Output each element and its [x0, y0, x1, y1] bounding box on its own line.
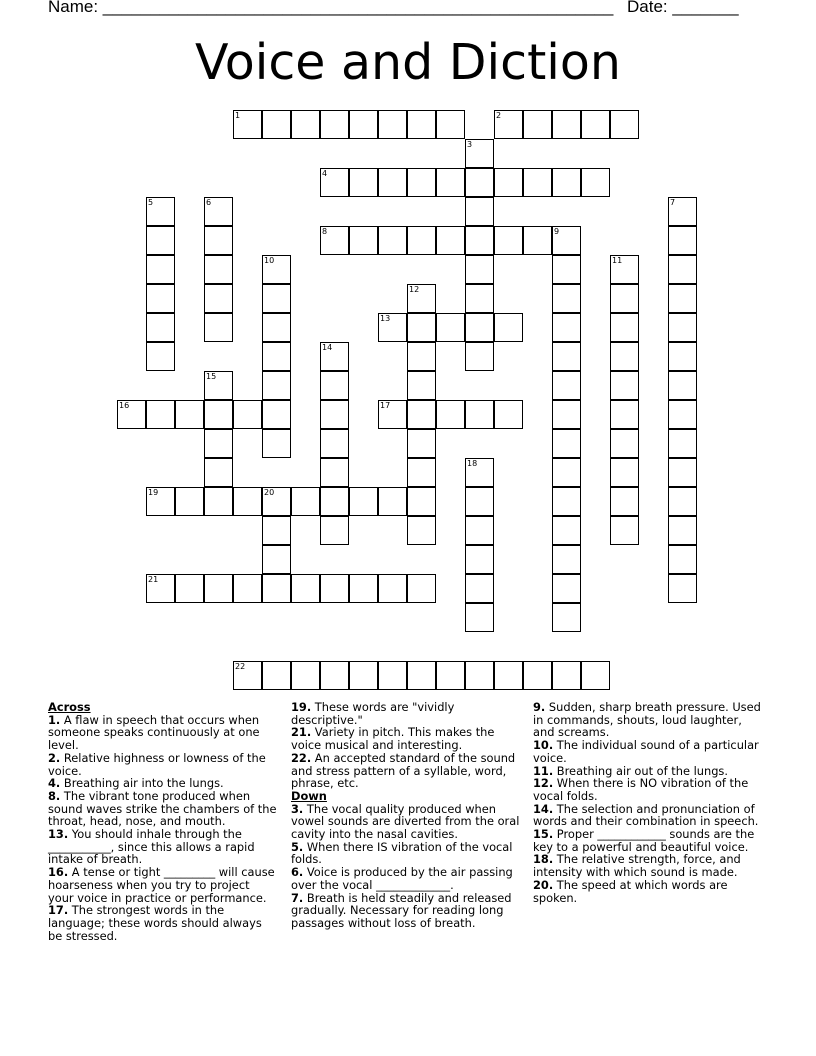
grid-cell[interactable]	[349, 110, 378, 139]
grid-cell[interactable]	[291, 487, 320, 516]
grid-cell[interactable]	[146, 284, 175, 313]
clue-number: 16.	[48, 865, 69, 880]
clue-number: 3.	[291, 801, 304, 816]
clue-number-label: 17	[380, 401, 391, 410]
grid-cell[interactable]	[320, 226, 349, 255]
grid-cell[interactable]	[552, 400, 581, 429]
grid-cell[interactable]	[668, 545, 697, 574]
grid-cell[interactable]	[262, 284, 291, 313]
grid-cell[interactable]	[233, 400, 262, 429]
grid-cell[interactable]	[552, 110, 581, 139]
grid-cell[interactable]	[349, 168, 378, 197]
clue-number-label: 3	[467, 140, 473, 149]
grid-cell[interactable]	[378, 400, 407, 429]
clues-column-2	[291, 701, 521, 930]
grid-cell[interactable]	[610, 284, 639, 313]
grid-cell[interactable]	[465, 458, 494, 487]
grid-cell[interactable]	[465, 342, 494, 371]
clue-number-label: 6	[206, 198, 212, 207]
clue-number: 1.	[48, 712, 61, 727]
clue-number: 12.	[533, 776, 554, 791]
grid-cell[interactable]	[436, 110, 465, 139]
grid-cell[interactable]	[204, 313, 233, 342]
grid-cell[interactable]	[320, 400, 349, 429]
grid-cell[interactable]	[668, 458, 697, 487]
grid-cell[interactable]	[204, 226, 233, 255]
clue-text: The individual sound of a particular voice.	[533, 738, 759, 765]
grid-cell[interactable]	[552, 574, 581, 603]
clue-text: The vocal quality produced when vowel sounds are diverted from the oral cavity into the nasal cavities.	[291, 801, 520, 842]
grid-cell[interactable]	[204, 458, 233, 487]
grid-cell[interactable]	[320, 661, 349, 690]
grid-cell[interactable]	[262, 110, 291, 139]
clue-number: 8.	[48, 788, 61, 803]
grid-cell[interactable]	[436, 400, 465, 429]
clue-item	[533, 853, 763, 878]
clue-number-label: 14	[322, 343, 333, 352]
grid-cell[interactable]	[233, 574, 262, 603]
grid-cell[interactable]	[262, 313, 291, 342]
grid-cell[interactable]	[407, 110, 436, 139]
clue-text: Variety in pitch. This makes the voice musical and interesting.	[291, 725, 495, 753]
clue-number: 20.	[533, 877, 554, 892]
grid-cell[interactable]	[407, 661, 436, 690]
clue-number-label: 18	[467, 459, 478, 468]
grid-cell[interactable]	[407, 342, 436, 371]
grid-cell[interactable]	[552, 226, 581, 255]
clue-item	[533, 803, 763, 828]
clue-number: 13.	[48, 827, 69, 842]
grid-cell[interactable]	[233, 661, 262, 690]
grid-cell[interactable]	[494, 168, 523, 197]
grid-cell[interactable]	[552, 284, 581, 313]
clue-item	[533, 739, 763, 764]
clue-number: 15.	[533, 827, 554, 842]
clue-number: 11.	[533, 763, 554, 778]
clue-number: 9.	[533, 700, 546, 714]
grid-cell[interactable]	[465, 545, 494, 574]
grid-cell[interactable]	[233, 487, 262, 516]
grid-cell[interactable]	[610, 313, 639, 342]
grid-cell[interactable]	[668, 400, 697, 429]
grid-cell[interactable]	[610, 342, 639, 371]
grid-cell[interactable]	[262, 255, 291, 284]
grid-cell[interactable]	[378, 574, 407, 603]
grid-cell[interactable]	[668, 313, 697, 342]
grid-cell[interactable]	[349, 487, 378, 516]
grid-cell[interactable]	[436, 313, 465, 342]
clue-number-label: 9	[554, 227, 560, 236]
clue-number-label: 7	[670, 198, 676, 207]
grid-cell[interactable]	[668, 371, 697, 400]
clue-item	[48, 752, 278, 777]
grid-cell[interactable]	[552, 661, 581, 690]
clue-text: These words are "vividly descriptive."	[291, 700, 455, 727]
grid-cell[interactable]	[610, 458, 639, 487]
clue-number-label: 10	[264, 256, 275, 265]
clue-text: You should inhale through the ___________, since this allows a rapid intake of breath.	[48, 827, 255, 867]
grid-cell[interactable]	[610, 110, 639, 139]
grid-cell[interactable]	[436, 226, 465, 255]
grid-cell[interactable]	[175, 487, 204, 516]
grid-cell[interactable]	[320, 371, 349, 400]
clue-number-label: 20	[264, 488, 275, 497]
grid-cell[interactable]	[262, 661, 291, 690]
clue-number: 10.	[533, 738, 554, 753]
grid-cell[interactable]	[610, 516, 639, 545]
grid-cell[interactable]	[494, 226, 523, 255]
grid-cell[interactable]	[146, 226, 175, 255]
clue-number-label: 22	[235, 662, 246, 671]
clue-text: Sudden, sharp breath pressure. Used in commands, shouts, loud laughter, and screams.	[533, 700, 761, 740]
clue-text: The strongest words in the language; these words should always be stressed.	[48, 903, 262, 943]
grid-cell[interactable]	[262, 371, 291, 400]
clue-item	[48, 904, 278, 942]
grid-cell[interactable]	[465, 226, 494, 255]
grid-cell[interactable]	[407, 284, 436, 313]
grid-cell[interactable]	[146, 574, 175, 603]
clue-text: When there IS vibration of the vocal folds.	[291, 839, 513, 867]
clue-text: The vibrant tone produced when sound waves strike the chambers of the throat, head, nose, and mouth.	[48, 788, 277, 829]
grid-cell[interactable]	[436, 661, 465, 690]
clue-text: A flaw in speech that occurs when someone speaks continuously at one level.	[48, 712, 260, 753]
clue-number: 7.	[291, 890, 304, 905]
grid-cell[interactable]	[668, 197, 697, 226]
grid-cell[interactable]	[494, 400, 523, 429]
grid-cell[interactable]	[523, 110, 552, 139]
grid-cell[interactable]	[204, 197, 233, 226]
grid-cell[interactable]	[407, 371, 436, 400]
grid-cell[interactable]	[668, 574, 697, 603]
grid-cell[interactable]	[465, 255, 494, 284]
clue-number-label: 2	[496, 111, 502, 120]
clue-number: 19.	[291, 700, 312, 714]
grid-cell[interactable]	[291, 661, 320, 690]
grid-cell[interactable]	[146, 197, 175, 226]
clue-number-label: 8	[322, 227, 328, 236]
grid-cell[interactable]	[204, 255, 233, 284]
grid-cell[interactable]	[465, 516, 494, 545]
grid-cell[interactable]	[407, 400, 436, 429]
grid-cell[interactable]	[407, 516, 436, 545]
grid-cell[interactable]	[668, 516, 697, 545]
clue-number-label: 16	[119, 401, 130, 410]
grid-cell[interactable]	[407, 226, 436, 255]
grid-cell[interactable]	[204, 429, 233, 458]
clue-item	[291, 841, 521, 866]
grid-cell[interactable]	[668, 487, 697, 516]
grid-cell[interactable]	[465, 139, 494, 168]
grid-cell[interactable]	[146, 342, 175, 371]
grid-cell[interactable]	[204, 487, 233, 516]
clue-number: 21.	[291, 725, 312, 740]
grid-cell[interactable]	[320, 574, 349, 603]
grid-cell[interactable]	[378, 110, 407, 139]
clue-item	[291, 803, 521, 841]
clue-item	[48, 714, 278, 752]
clue-item	[291, 752, 521, 790]
grid-cell[interactable]	[407, 429, 436, 458]
grid-cell[interactable]	[262, 574, 291, 603]
clue-text: An accepted standard of the sound and stress pattern of a syllable, word, phrase, etc.	[291, 750, 516, 791]
grid-cell[interactable]	[175, 400, 204, 429]
grid-cell[interactable]	[552, 342, 581, 371]
clue-number: 18.	[533, 852, 554, 867]
grid-cell[interactable]	[465, 400, 494, 429]
clue-item	[48, 866, 278, 904]
section-heading: Across	[48, 700, 91, 714]
grid-cell[interactable]	[552, 603, 581, 632]
grid-cell[interactable]	[175, 574, 204, 603]
grid-cell[interactable]	[233, 110, 262, 139]
grid-cell[interactable]	[320, 458, 349, 487]
grid-cell[interactable]	[465, 661, 494, 690]
grid-cell[interactable]	[552, 516, 581, 545]
grid-cell[interactable]	[552, 313, 581, 342]
grid-cell[interactable]	[552, 429, 581, 458]
grid-cell[interactable]	[552, 545, 581, 574]
grid-cell[interactable]	[349, 661, 378, 690]
grid-cell[interactable]	[465, 313, 494, 342]
grid-cell[interactable]	[668, 284, 697, 313]
grid-cell[interactable]	[668, 342, 697, 371]
clue-number: 22.	[291, 750, 312, 765]
grid-cell[interactable]	[407, 574, 436, 603]
clue-number-label: 21	[148, 575, 159, 584]
grid-cell[interactable]	[407, 487, 436, 516]
clue-number-label: 4	[322, 169, 328, 178]
grid-cell[interactable]	[320, 342, 349, 371]
grid-cell[interactable]	[668, 429, 697, 458]
date-field-line: Date: _______	[627, 0, 739, 16]
clue-number-label: 1	[235, 111, 241, 120]
grid-cell[interactable]	[378, 661, 407, 690]
grid-cell[interactable]	[552, 458, 581, 487]
clue-text: When there is NO vibration of the vocal folds.	[533, 776, 749, 803]
grid-cell[interactable]	[465, 197, 494, 226]
grid-cell[interactable]	[262, 400, 291, 429]
clues-column-1	[48, 701, 278, 942]
grid-cell[interactable]	[262, 429, 291, 458]
clue-number: 4.	[48, 776, 61, 791]
grid-cell[interactable]	[262, 545, 291, 574]
clue-number-label: 19	[148, 488, 159, 497]
clue-item	[291, 726, 521, 751]
clue-item	[533, 828, 763, 853]
grid-cell[interactable]	[117, 400, 146, 429]
grid-cell[interactable]	[465, 574, 494, 603]
grid-cell[interactable]	[262, 342, 291, 371]
grid-cell[interactable]	[552, 255, 581, 284]
grid-cell[interactable]	[610, 255, 639, 284]
grid-cell[interactable]	[668, 255, 697, 284]
grid-cell[interactable]	[204, 371, 233, 400]
grid-cell[interactable]	[378, 313, 407, 342]
clue-item	[291, 892, 521, 930]
grid-cell[interactable]	[552, 168, 581, 197]
clue-number-label: 5	[148, 198, 154, 207]
grid-cell[interactable]	[610, 371, 639, 400]
clue-item	[291, 701, 521, 726]
grid-cell[interactable]	[523, 226, 552, 255]
clue-number: 5.	[291, 839, 304, 854]
clue-text: Breathing air out of the lungs.	[553, 763, 728, 778]
grid-cell[interactable]	[436, 168, 465, 197]
clues-column-3	[533, 701, 763, 904]
clue-text: Voice is produced by the air passing over the vocal _____________.	[291, 865, 513, 892]
grid-cell[interactable]	[146, 487, 175, 516]
grid-cell[interactable]	[494, 313, 523, 342]
grid-cell[interactable]	[610, 400, 639, 429]
name-field-line: Name: ______________________________________________________	[48, 0, 614, 16]
grid-cell[interactable]	[378, 168, 407, 197]
clue-item	[291, 866, 521, 891]
grid-cell[interactable]	[465, 284, 494, 313]
clue-number-label: 15	[206, 372, 217, 381]
clue-number: 17.	[48, 903, 69, 918]
grid-cell[interactable]	[523, 661, 552, 690]
grid-cell[interactable]	[465, 168, 494, 197]
grid-cell[interactable]	[320, 516, 349, 545]
grid-cell[interactable]	[349, 574, 378, 603]
clue-number-label: 12	[409, 285, 420, 294]
clue-text: Relative highness or lowness of the voice.	[48, 750, 266, 778]
grid-cell[interactable]	[291, 110, 320, 139]
section-heading: Down	[291, 788, 327, 803]
clue-number: 14.	[533, 801, 554, 816]
page-title: Voice and Diction	[195, 34, 621, 91]
grid-cell[interactable]	[581, 661, 610, 690]
grid-cell[interactable]	[494, 110, 523, 139]
grid-cell[interactable]	[407, 168, 436, 197]
clue-item	[533, 701, 763, 739]
grid-cell[interactable]	[262, 487, 291, 516]
grid-cell[interactable]	[320, 429, 349, 458]
grid-cell[interactable]	[407, 313, 436, 342]
grid-cell[interactable]	[146, 255, 175, 284]
clue-text: The selection and pronunciation of words and their combination in speech.	[533, 801, 759, 829]
grid-cell[interactable]	[610, 487, 639, 516]
grid-cell[interactable]	[581, 110, 610, 139]
grid-cell[interactable]	[465, 487, 494, 516]
grid-cell[interactable]	[552, 487, 581, 516]
grid-cell[interactable]	[349, 226, 378, 255]
clue-item	[48, 828, 278, 866]
grid-cell[interactable]	[204, 400, 233, 429]
clue-text: A tense or tight _________ will cause hoarseness when you try to project your voice in practice or performance.	[48, 865, 275, 905]
grid-cell[interactable]	[378, 226, 407, 255]
grid-cell[interactable]	[262, 516, 291, 545]
clue-text: Breath is held steadily and released gradually. Necessary for reading long passages without loss of breath.	[291, 890, 512, 930]
clue-number: 6.	[291, 865, 304, 880]
grid-cell[interactable]	[204, 284, 233, 313]
grid-cell[interactable]	[146, 400, 175, 429]
grid-cell[interactable]	[610, 429, 639, 458]
grid-cell[interactable]	[668, 226, 697, 255]
grid-cell[interactable]	[320, 168, 349, 197]
grid-cell[interactable]	[581, 168, 610, 197]
grid-cell[interactable]	[465, 603, 494, 632]
clue-text: The relative strength, force, and intensity with which sound is made.	[533, 852, 741, 880]
grid-cell[interactable]	[378, 487, 407, 516]
grid-cell[interactable]	[204, 574, 233, 603]
clue-number-label: 13	[380, 314, 391, 323]
clue-text: Breathing air into the lungs.	[60, 776, 224, 791]
clue-item	[48, 790, 278, 828]
grid-cell[interactable]	[320, 110, 349, 139]
grid-cell[interactable]	[407, 458, 436, 487]
clue-number-label: 11	[612, 256, 623, 265]
clue-item	[533, 777, 763, 802]
grid-cell[interactable]	[494, 661, 523, 690]
grid-cell[interactable]	[552, 371, 581, 400]
grid-cell[interactable]	[320, 487, 349, 516]
grid-cell[interactable]	[523, 168, 552, 197]
grid-cell[interactable]	[291, 574, 320, 603]
clue-text: Proper ____________ sounds are the key to a powerful and beautiful voice.	[533, 827, 755, 854]
clue-text: The speed at which words are spoken.	[533, 877, 728, 905]
clue-item	[533, 879, 763, 904]
clue-number: 2.	[48, 750, 61, 765]
grid-cell[interactable]	[146, 313, 175, 342]
